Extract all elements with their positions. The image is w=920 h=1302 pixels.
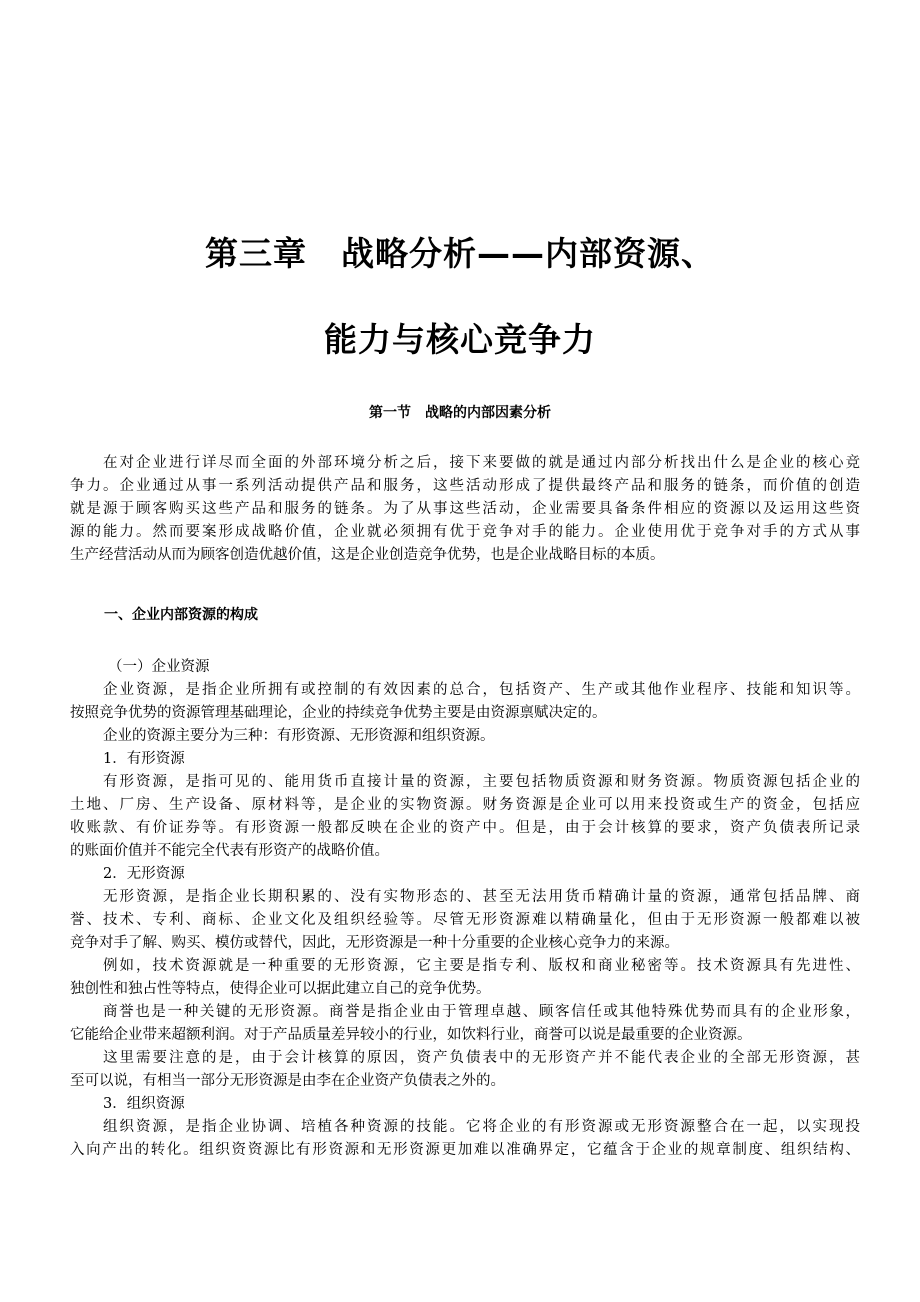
subheading-organizational-resources: 3．组织资源 bbox=[103, 1096, 185, 1112]
text-line: 组织资源，是指企业协调、培植各种资源的技能。它将企业的有形资源或无形资源整合在一起，以实现投 bbox=[103, 1119, 860, 1135]
text-line: 收账款、有价证券等。有形资源一般都反映在企业的资产中。但是，由于会计核算的要求，资产负债表所记录 bbox=[70, 820, 860, 836]
intro-paragraph bbox=[70, 452, 860, 567]
text-line: 例如，技术资源就是一种重要的无形资源，它主要是指专利、版权和商业秘密等。技术资源具有先进性、 bbox=[103, 958, 860, 974]
text-line: 至可以说，有相当一部分无形资源是由李在企业资产负债表之外的。 bbox=[70, 1073, 505, 1089]
text-line: 这里需要注意的是，由于会计核算的原因，资产负债表中的无形资产并不能代表企业的全部无形资源，甚 bbox=[103, 1050, 860, 1066]
chapter-title-line-1: 第三章 战略分析——内部资源、 bbox=[205, 234, 715, 273]
subheading-intangible-resources: 2．无形资源 bbox=[103, 866, 185, 882]
text-line: 企业资源，是指企业所拥有或控制的有效因素的总合，包括资产、生产或其他作业程序、技能和知识等。 bbox=[103, 682, 860, 698]
text-line: 独创性和独占性等特点，使得企业可以据此建立自己的竞争优势。 bbox=[70, 981, 491, 997]
section-title: 第一节 战略的内部因素分析 bbox=[369, 405, 551, 421]
text-line: 的账面价值并不能完全代表有形资产的战略价值。 bbox=[70, 843, 389, 859]
text-line: 土地、厂房、生产设备、原材料等，是企业的实物资源。财务资源是企业可以用来投资或生产的资金，包括应 bbox=[70, 797, 860, 813]
text-line: 按照竞争优势的资源管理基础理论，企业的持续竞争优势主要是由资源禀赋决定的。 bbox=[70, 705, 607, 721]
text-line: 争力。企业通过从事一系列活动提供产品和服务，这些活动形成了提供最终产品和服务的链条，而价值的创造 bbox=[70, 478, 860, 494]
text-line: 竞争对手了解、购买、模仿或替代，因此，无形资源是一种十分重要的企业核心竞争力的来源。 bbox=[70, 935, 679, 951]
text-line: 它能给企业带来超额利润。对于产品质量差异较小的行业，如饮料行业，商誉可以说是最重要的企业资源。 bbox=[70, 1027, 752, 1043]
text-line: 企业的资源主要分为三种：有形资源、无形资源和组织资源。 bbox=[103, 728, 495, 744]
text-line: 商誉也是一种关键的无形资源。商誉是指企业由于管理卓越、顾客信任或其他特殊优势而具有的企业形象， bbox=[103, 1004, 860, 1020]
text-line: 无形资源，是指企业长期积累的、没有实物形态的、甚至无法用货币精确计量的资源，通常包括品牌、商 bbox=[103, 889, 860, 905]
heading-internal-resources: 一、企业内部资源的构成 bbox=[104, 607, 258, 623]
text-line: 在对企业进行详尽而全面的外部环境分析之后，接下来要做的就是通过内部分析找出什么是企业的核心竞 bbox=[103, 455, 860, 471]
chapter-title-line-2: 能力与核心竞争力 bbox=[324, 320, 596, 359]
text-line: 源的能力。然而要案形成战略价值，企业就必须拥有优于竞争对手的能力。企业使用优于竞争对手的方式从事 bbox=[70, 524, 860, 540]
text-line: 誉、技术、专利、商标、企业文化及组织经验等。尽管无形资源难以精确量化，但由于无形资源一般都难以被 bbox=[70, 912, 860, 928]
text-line: 有形资源，是指可见的、能用货币直接计量的资源，主要包括物质资源和财务资源。物质资源包括企业的 bbox=[103, 774, 860, 790]
text-line: 就是源于顾客购买这些产品和服务的链条。为了从事这些活动，企业需要具备条件相应的资源以及运用这些资 bbox=[70, 501, 860, 517]
text-line: 生产经营活动从而为顾客创造优越价值，这是企业创造竞争优势，也是企业战略目标的本质。 bbox=[70, 547, 665, 563]
text-line: 入向产出的转化。组织资资源比有形资源和无形资源更加难以准确界定，它蕴含于企业的规章制度、组织结构、 bbox=[70, 1142, 860, 1158]
subheading-enterprise-resources: （一）企业资源 bbox=[108, 659, 210, 675]
body-text bbox=[70, 656, 860, 1162]
subheading-tangible-resources: 1．有形资源 bbox=[103, 751, 185, 767]
